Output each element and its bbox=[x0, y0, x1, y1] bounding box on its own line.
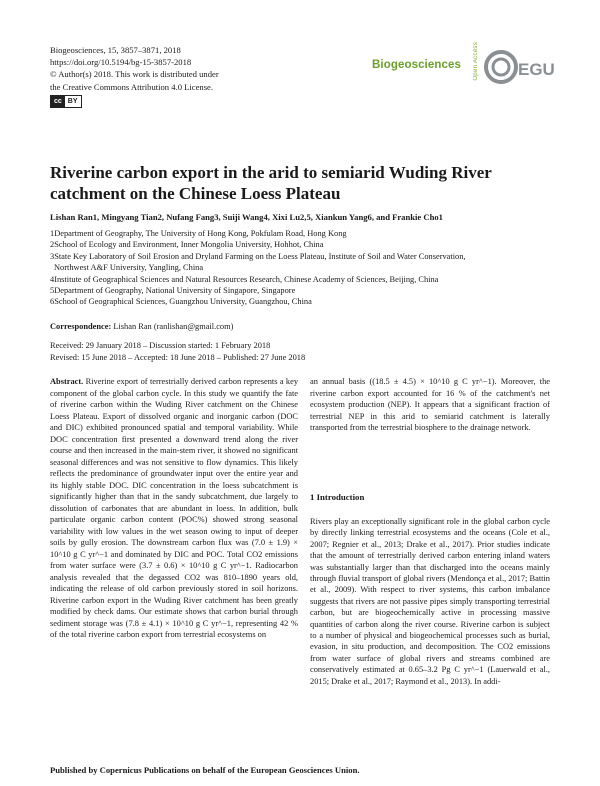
journal-name: Biogeosciences bbox=[372, 59, 461, 71]
abstract-right-column bbox=[310, 376, 550, 434]
introduction-heading: 1 Introduction bbox=[310, 492, 365, 502]
dates-line-1: Received: 29 January 2018 – Discussion started: 1 February 2018 bbox=[50, 341, 271, 350]
journal-logo bbox=[372, 42, 555, 94]
affiliations bbox=[50, 228, 550, 308]
affiliation-1: 1Department of Geography, The University of Hong Kong, Pokfulam Road, Hong Kong bbox=[50, 229, 347, 238]
title-line-1: Riverine carbon export in the arid to semiarid Wuding River bbox=[50, 163, 492, 182]
header-meta bbox=[50, 44, 310, 108]
open-access-label: Open Access bbox=[473, 42, 479, 81]
copyright-line-1: © Author(s) 2018. This work is distributed under bbox=[50, 69, 219, 80]
citation: Biogeosciences, 15, 3857–3871, 2018 bbox=[50, 45, 181, 55]
doi-link[interactable]: https://doi.org/10.5194/bg-15-3857-2018 bbox=[50, 57, 192, 68]
introduction-text: Rivers play an exceptionally significant role in the global carbon cycle by directly linking terrestrial ecosystems and the oceans (Cole et al., 2007; Regnier et al., 2013; Drake et al., 2017). Prior studies indicate that the amount of terrestrially derived carbon entering inland waters was substantially larger than that discharged into the oceans mainly through fluvial transport of global rivers (Mendonça et al., 2017; Battin et al., 2009). With respect to river systems, this carbon imbalance suggests that rivers are not passive pipes simply transporting terrestrial carbon, but are biogeochemically active in processing massive quantities of carbon along the river course. Riverine carbon is subject to a number of physical and biogeochemical processes such as burial, evasion, in situ production, and decomposition. The CO2 emissions from water surface of global rivers and streams combined are conservatively estimated at 0.65–3.2 Pg C yr^−1 (Lauerwald et al., 2015; Drake et al., 2017; Raymond et al., 2013). In addi- bbox=[310, 517, 550, 686]
publisher-footer: Published by Copernicus Publications on behalf of the European Geosciences Union. bbox=[50, 765, 360, 775]
affiliation-4: 4Institute of Geographical Sciences and Natural Resources Research, Chinese Academy of Sciences, Beijing, China bbox=[50, 274, 439, 284]
dates-line-2: Revised: 15 June 2018 – Accepted: 18 June 2018 – Published: 27 June 2018 bbox=[50, 353, 306, 362]
abstract-left-column bbox=[50, 376, 298, 641]
correspondence bbox=[50, 322, 233, 331]
egu-logo-icon bbox=[484, 48, 555, 86]
introduction-body bbox=[310, 516, 550, 687]
title-line-2: catchment on the Chinese Loess Plateau bbox=[50, 184, 341, 203]
cc-badge-left: cc bbox=[51, 96, 65, 107]
author-list: Lishan Ran1, Mingyang Tian2, Nufang Fang3, Suiji Wang4, Xixi Lu2,5, Xiankun Yang6, and Frankie Cho1 bbox=[50, 212, 443, 222]
cc-badge-right: BY bbox=[67, 97, 78, 105]
affiliation-6: 6School of Geographical Sciences, Guangzhou University, Guangzhou, China bbox=[50, 297, 312, 307]
affiliation-2: 2School of Ecology and Environment, Inner Mongolia University, Hohhot, China bbox=[50, 240, 324, 250]
correspondence-value[interactable]: Lishan Ran (ranlishan@gmail.com) bbox=[113, 322, 234, 331]
abstract-continuation: an annual basis ((18.5 ± 4.5) × 10^10 g C yr^−1). Moreover, the riverine carbon export accounted for 16 % of the catchment's net ecosystem production (NEP). It appears that a significant fraction of terrestrial NEP in this arid to semiarid catchment is laterally transported from the terrestrial biosphere to the drainage network. bbox=[310, 377, 550, 432]
abstract-text: Riverine export of terrestrially derived carbon represents a key component of the global carbon cycle. In this study we quantify the fate of riverine carbon within the Wuding River catchment on the Chinese Loess Plateau. Export of dissolved organic and inorganic carbon (DOC and DIC) exhibited pronounced spatial and temporal variability. While DOC concentration first presented a downward trend along the river course and then increased in the main-stem river, it showed no significant seasonal differences and was not sensitive to flow dynamics. This likely reflects the predominance of groundwater input over the entire year and its highly stable DOC. DIC concentration in the loess subcatchment is significantly higher than that in the sandy subcatchment, due largely to dissolution of carbonates that are abundant in loess. In addition, bulk particulate organic carbon content (POC%) showed strong seasonal variability with low values in the wet season owing to input of deeper soils by gully erosion. The downstream carbon flux was (7.0 ± 1.9) × 10^10 g C yr^−1 and dominated by DIC and POC. Total CO2 emissions from water surface were (3.7 ± 0.6) × 10^10 g C yr^−1. Radiocarbon analysis revealed that the degassed CO2 was 810–1890 years old, indicating the release of old carbon previously stored in soil horizons. Riverine carbon export in the Wuding River catchment has been greatly modified by check dams. Our estimate shows that carbon burial through sediment storage was (7.8 ± 4.1) × 10^10 g C yr^−1, representing 42 % of the total riverine carbon export from terrestrial ecosystems on bbox=[50, 377, 299, 639]
abstract-heading: Abstract. bbox=[50, 377, 84, 386]
abstract-paragraph bbox=[50, 376, 298, 641]
correspondence-label: Correspondence: bbox=[50, 322, 112, 331]
egu-label: EGU bbox=[518, 60, 555, 79]
affiliation-3-cont: Northwest A&F University, Yangling, China bbox=[54, 263, 204, 273]
cc-by-badge[interactable] bbox=[50, 95, 82, 108]
affiliation-5: 5Department of Geography, National University of Singapore, Singapore bbox=[50, 286, 296, 296]
paper-title bbox=[50, 162, 550, 204]
copyright-line-2: the Creative Commons Attribution 4.0 License. bbox=[50, 81, 214, 92]
publication-dates bbox=[50, 340, 305, 364]
affiliation-3: 3State Key Laboratory of Soil Erosion and Dryland Farming on the Loess Plateau, Institute of Soil and Water Conservation, bbox=[50, 251, 466, 261]
